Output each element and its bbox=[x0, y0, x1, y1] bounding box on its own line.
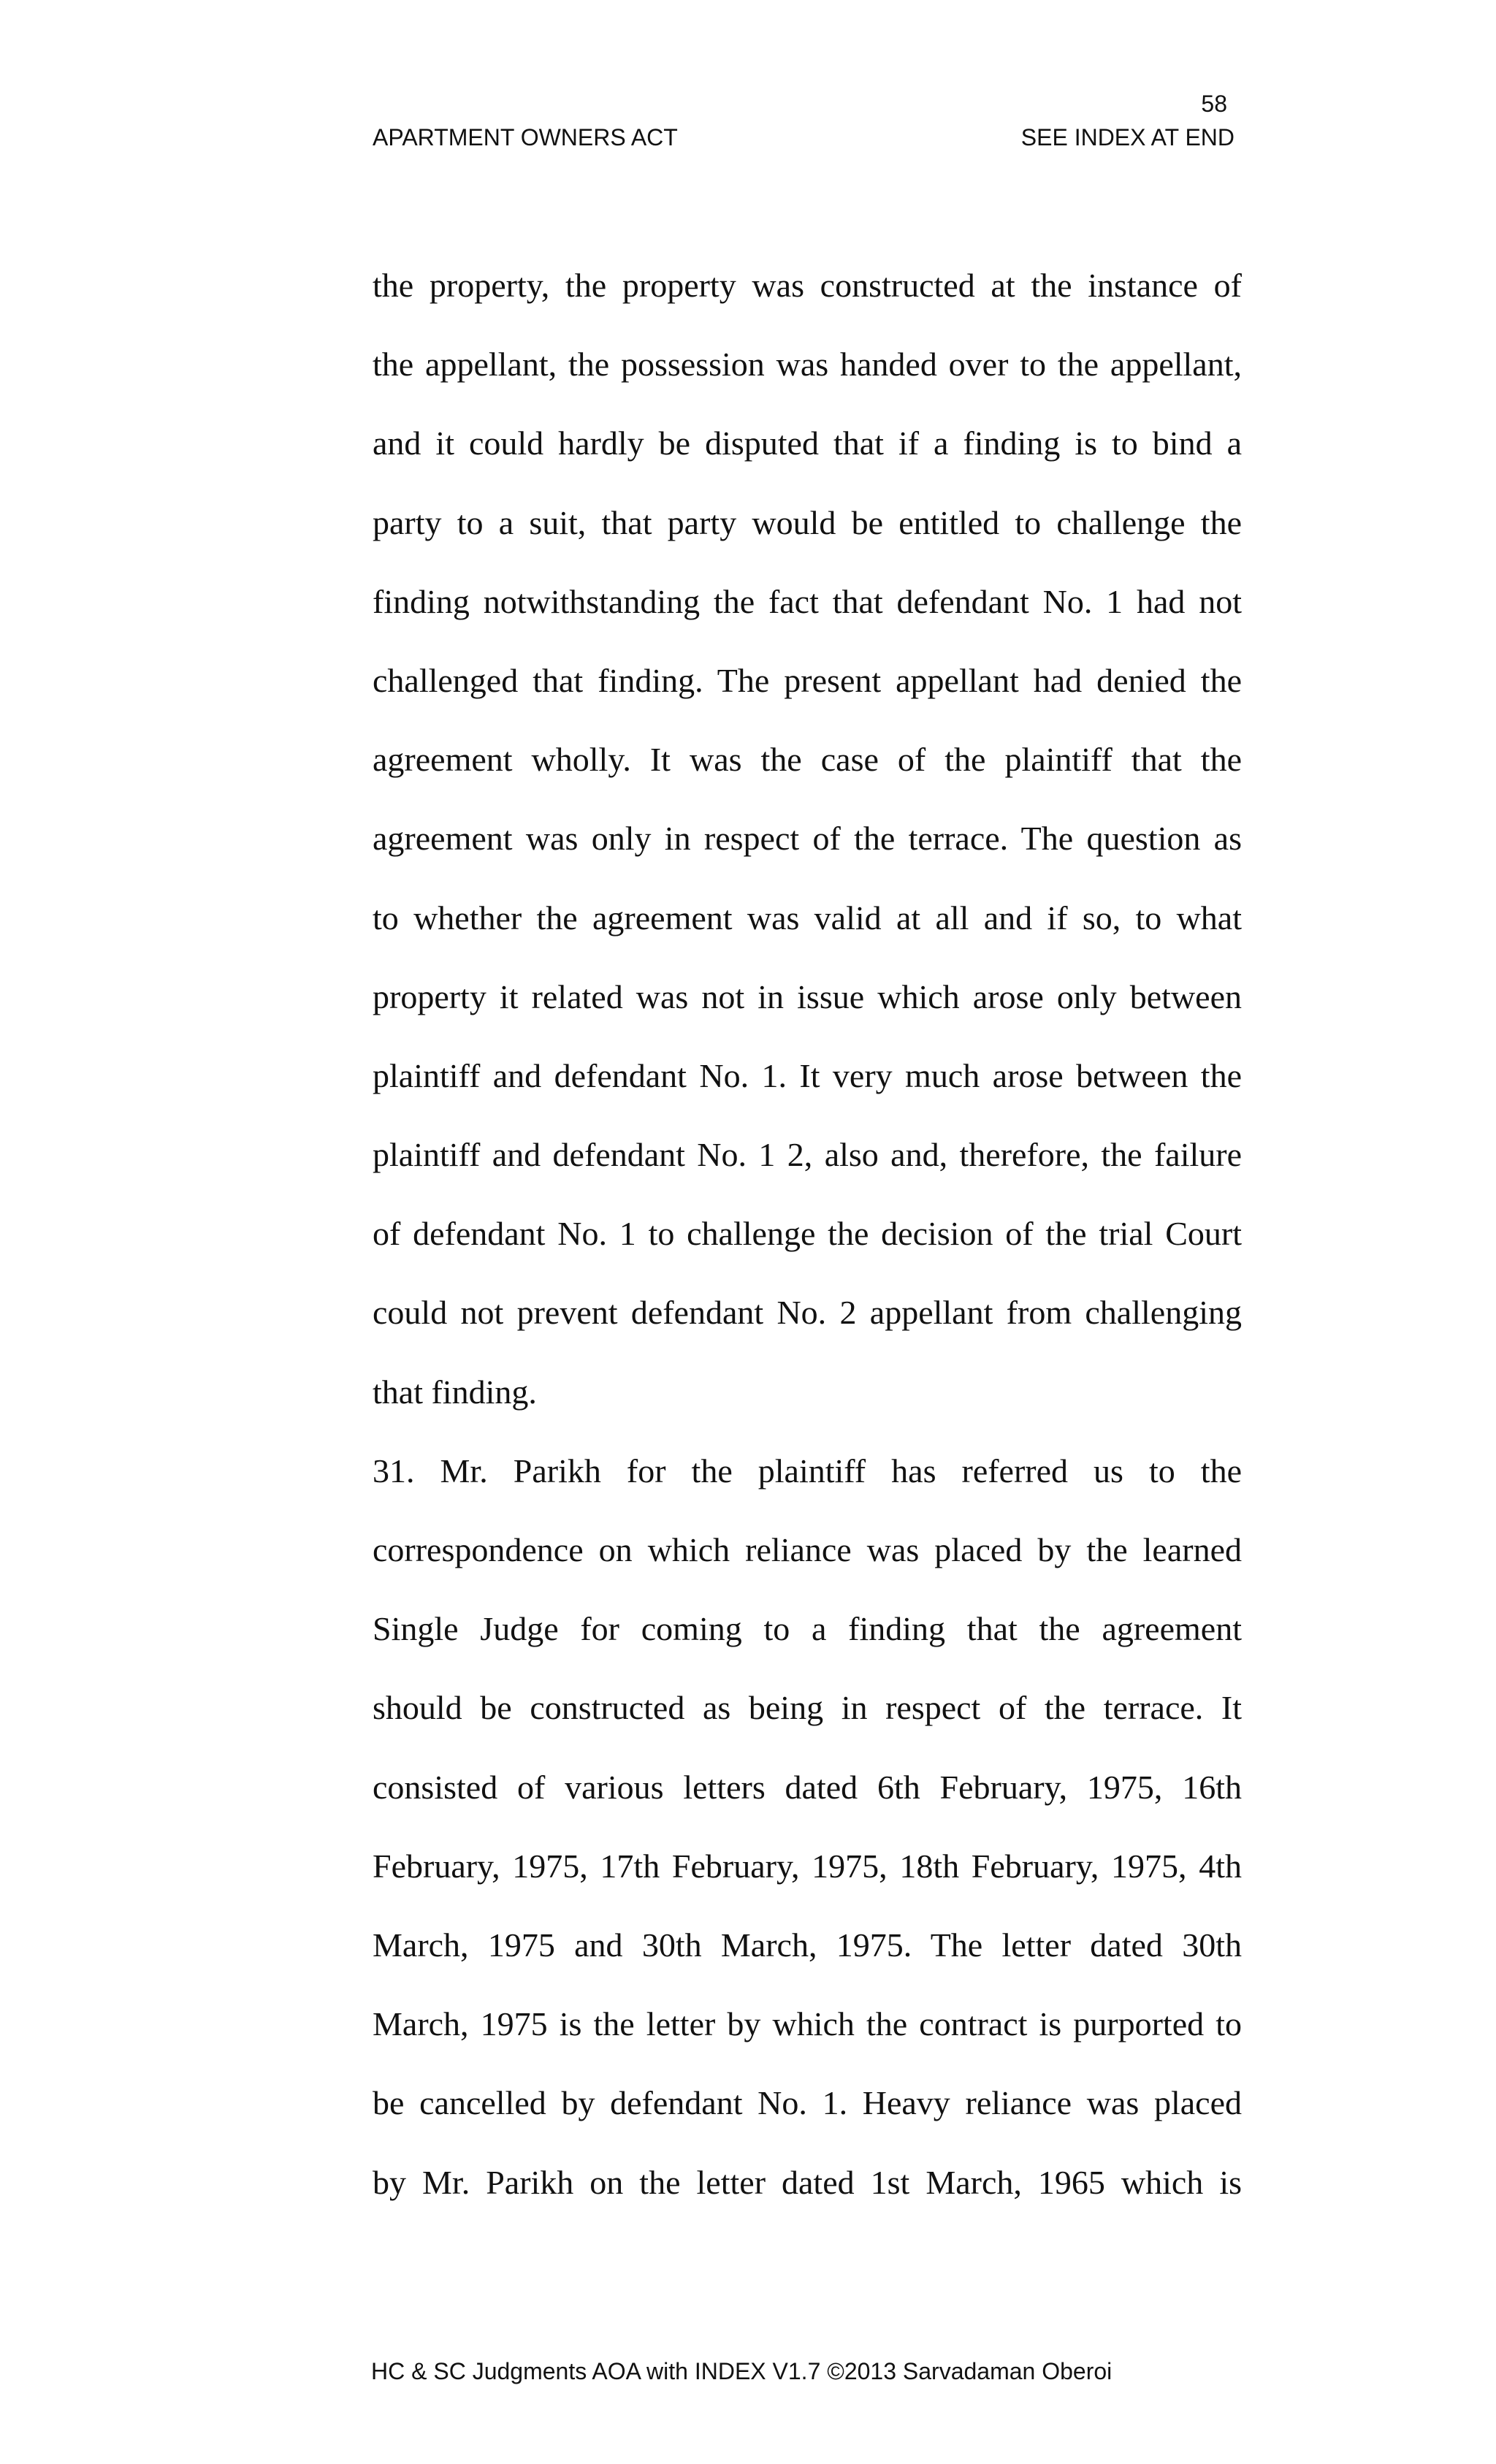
text-line: March, 1975 is the letter by which the contract is purported to bbox=[373, 2005, 1242, 2043]
text-line: the appellant, the possession was handed over to the appellant, bbox=[373, 346, 1242, 384]
header-title: APARTMENT OWNERS ACT bbox=[373, 124, 678, 150]
text-line: February, 1975, 17th February, 1975, 18th February, 1975, 4th bbox=[373, 1847, 1242, 1885]
text-line: to whether the agreement was valid at all and if so, to what bbox=[373, 899, 1242, 937]
running-header bbox=[373, 123, 1242, 152]
text-line: 31. Mr. Parikh for the plaintiff has referred us to the bbox=[373, 1452, 1242, 1490]
text-line: plaintiff and defendant No. 1 2, also and, therefore, the failure bbox=[373, 1136, 1242, 1174]
page-number: 58 bbox=[1201, 91, 1227, 117]
text-line: agreement was only in respect of the terrace. The question as bbox=[373, 820, 1242, 858]
text-line: of defendant No. 1 to challenge the decision of the trial Court bbox=[373, 1215, 1242, 1253]
text-line: could not prevent defendant No. 2 appellant from challenging bbox=[373, 1294, 1242, 1332]
text-line: challenged that finding. The present appellant had denied the bbox=[373, 661, 1242, 699]
header-index-note: SEE INDEX AT END bbox=[1020, 124, 1234, 150]
text-line: plaintiff and defendant No. 1. It very much arose between the bbox=[373, 1056, 1242, 1094]
text-line: and it could hardly be disputed that if a finding is to bind a bbox=[373, 424, 1242, 462]
text-line: the property, the property was constructed at the instance of bbox=[373, 267, 1242, 304]
page-footer: HC & SC Judgments AOA with INDEX V1.7 ©2013 Sarvadaman Oberoi bbox=[371, 2358, 1113, 2384]
text-line: should be constructed as being in respect of the terrace. It bbox=[373, 1689, 1242, 1727]
text-line: by Mr. Parikh on the letter dated 1st March, 1965 which is bbox=[373, 2163, 1242, 2201]
text-line: finding notwithstanding the fact that defendant No. 1 had not bbox=[373, 582, 1242, 620]
judgment-text bbox=[373, 262, 1242, 2238]
text-line: be cancelled by defendant No. 1. Heavy reliance was placed bbox=[373, 2084, 1242, 2122]
text-line: Single Judge for coming to a finding that the agreement bbox=[373, 1610, 1242, 1648]
text-line: agreement wholly. It was the case of the plaintiff that the bbox=[373, 741, 1242, 779]
text-line: consisted of various letters dated 6th February, 1975, 16th bbox=[373, 1768, 1242, 1806]
text-line: that finding. bbox=[373, 1373, 537, 1411]
text-line: property it related was not in issue which arose only between bbox=[373, 977, 1242, 1015]
text-line: March, 1975 and 30th March, 1975. The letter dated 30th bbox=[373, 1926, 1242, 1964]
text-line: party to a suit, that party would be entitled to challenge the bbox=[373, 503, 1242, 541]
text-line: correspondence on which reliance was placed by the learned bbox=[373, 1531, 1242, 1568]
